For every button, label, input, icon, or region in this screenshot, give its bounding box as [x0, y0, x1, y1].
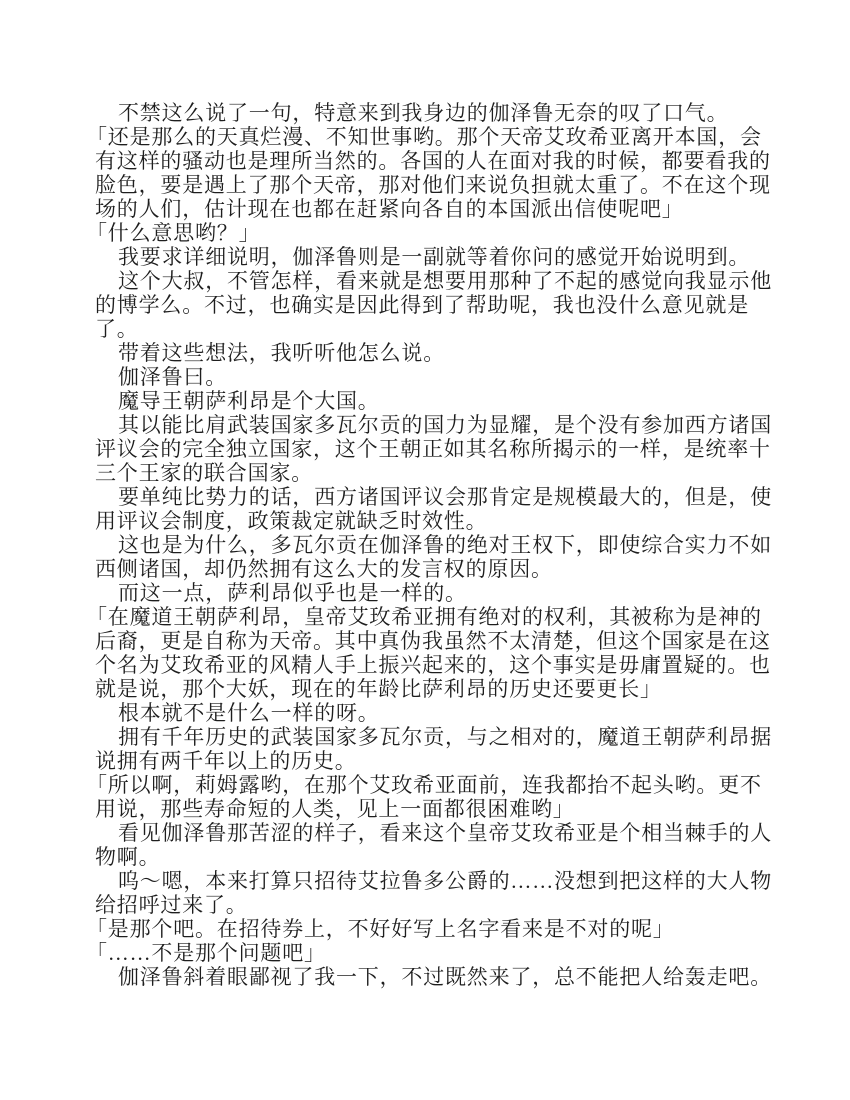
text-line: 「是那个吧。在招待券上，不好好写上名字看来是不对的呢」 [86, 917, 675, 941]
text-line: 场的人们，估计现在也都在赶紧向各自的本国派出信使呢吧」 [95, 197, 684, 221]
text-line: 而这一点，萨利昂似乎也是一样的。 [118, 581, 467, 605]
text-line: 脸色，要是遇上了那个天帝，那对他们来说负担就太重了。不在这个现 [95, 173, 771, 197]
text-line: 给招呼过来了。 [95, 893, 248, 917]
text-line: 用评议会制度，政策裁定就缺乏时效性。 [95, 509, 488, 533]
text-line: 根本就不是什么一样的呀。 [118, 701, 380, 725]
text-line: 「所以啊，莉姆露哟，在那个艾玫希亚面前，连我都抬不起头哟。更不 [86, 773, 762, 797]
text-line: 看见伽泽鲁那苦涩的样子，看来这个皇帝艾玫希亚是个相当棘手的人 [118, 821, 772, 845]
text-line: 「什么意思哟？」 [86, 221, 261, 245]
text-line: 西侧诸国，却仍然拥有这么大的发言权的原因。 [95, 557, 553, 581]
text-line: 这也是为什么，多瓦尔贡在伽泽鲁的绝对王权下，即使综合实力不如 [118, 533, 772, 557]
text-line: 「还是那么的天真烂漫、不知世事哟。那个天帝艾玫希亚离开本国，会 [86, 125, 762, 149]
text-line: 评议会的完全独立国家，这个王朝正如其名称所揭示的一样，是统率十 [95, 437, 771, 461]
text-line: 魔导王朝萨利昂是个大国。 [118, 389, 380, 413]
text-line: 个名为艾玫希亚的风精人手上振兴起来的，这个事实是毋庸置疑的。也 [95, 653, 771, 677]
text-line: 这个大叔，不管怎样，看来就是想要用那种了不起的感觉向我显示他 [118, 269, 772, 293]
text-line: 了。 [95, 317, 139, 341]
text-line: 的博学么。不过，也确实是因此得到了帮助呢，我也没什么意见就是 [95, 293, 749, 317]
text-line: 说拥有两千年以上的历史。 [95, 749, 357, 773]
text-line: 要单纯比势力的话，西方诸国评议会那肯定是规模最大的，但是，使 [118, 485, 772, 509]
text-line: 伽泽鲁斜着眼鄙视了我一下，不过既然来了，总不能把人给轰走吧。 [118, 965, 772, 989]
text-column [86, 101, 785, 989]
text-line: 物啊。 [95, 845, 161, 869]
text-line: 其以能比肩武装国家多瓦尔贡的国力为显耀，是个没有参加西方诸国 [118, 413, 772, 437]
text-line: 我要求详细说明，伽泽鲁则是一副就等着你问的感觉开始说明到。 [118, 245, 751, 269]
text-line: 拥有千年历史的武装国家多瓦尔贡，与之相对的，魔道王朝萨利昂据 [118, 725, 772, 749]
text-line: 三个王家的联合国家。 [95, 461, 313, 485]
text-line: 「在魔道王朝萨利昂，皇帝艾玫希亚拥有绝对的权利，其被称为是神的 [86, 605, 762, 629]
text-line: 就是说，那个大妖，现在的年龄比萨利昂的历史还要更长」 [95, 677, 662, 701]
text-line: 伽泽鲁曰。 [118, 365, 227, 389]
text-line: 用说，那些寿命短的人类，见上一面都很困难哟」 [95, 797, 575, 821]
text-line: 不禁这么说了一句，特意来到我身边的伽泽鲁无奈的叹了口气。 [118, 101, 729, 125]
text-line: 呜～嗯，本来打算只招待艾拉鲁多公爵的……没想到把这样的大人物 [118, 869, 772, 893]
text-line: 带着这些想法，我听听他怎么说。 [118, 341, 445, 365]
text-line: 后裔，更是自称为天帝。其中真伪我虽然不太清楚，但这个国家是在这 [95, 629, 771, 653]
text-line: 有这样的骚动也是理所当然的。各国的人在面对我的时候，都要看我的 [95, 149, 771, 173]
text-line: 「……不是那个问题吧」 [86, 941, 326, 965]
